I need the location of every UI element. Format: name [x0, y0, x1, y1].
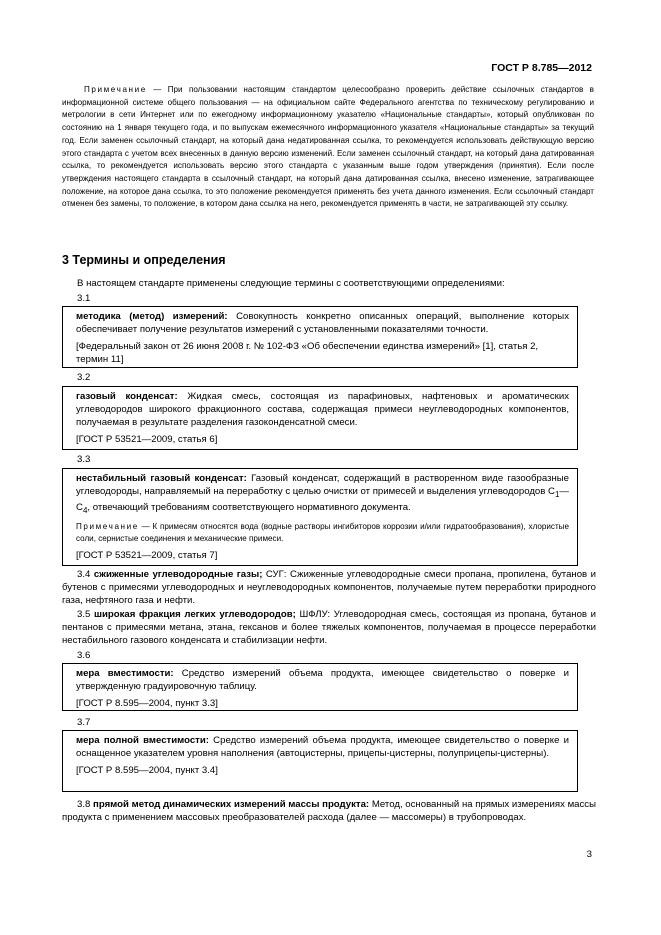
term-definition: мера вместимости: Средство измерений объема продукта, имеющее свидетельство о поверке и утвержденную градуировочную таблицу.: [76, 668, 569, 692]
term-box: [62, 468, 578, 566]
term-definition: газовый конденсат: Жидкая смесь, состоящая из парафиновых, нафтеновых и ароматических углеводородов широкого фракционного состава, содержащая примеси неуглеводородных компонентов, получаемая в результате разделения газоконденсатной смеси.: [76, 391, 569, 428]
term-paragraph: 3.4 сжиженные углеводородные газы; СУГ: Сжиженные углеводородные смеси пропана, пропилена, бутанов и бутенов с примесями углеводородных и неуглеводородных компонентов, получаемые путем переработки природного газа, нефтяного газа и нефти.: [62, 569, 596, 606]
document-header: ГОСТ Р 8.785—2012: [491, 62, 592, 74]
note-text: — При пользовании настоящим стандартом целесообразно проверить действие ссылочных стандартов в информационной системе общего пользования — на официальном сайте Федерального агентства по техническому регулированию и метрологии в сети Интернет или по ежегодному информационному указателю «Национальные стандарты», который опубликован по состоянию на 1 января текущего года, и по выпускам ежемесячного информационного указателя «Национальные стандарты» за текущий год. Если заменен ссылочный стандарт, на который дана недатированная ссылка, то рекомендуется использовать действующую версию этого стандарта с учетом всех внесенных в данную версию изменений. Если заменен ссылочный стандарт, на который дана датированная ссылка, то рекомендуется использовать версию этого стандарта с указанным выше годом утверждения (принятия). Если после утверждения настоящего стандарта в ссылочный стандарт, на который дана датированная ссылка, внесено изменение, затрагивающее положение, на которое дана ссылка, то это положение рекомендуется применять без учета данного изменения. Если ссылочный стандарт отменен без замены, то положение, в котором дана ссылка на него, рекомендуется применять в части, не затрагивающей эту ссылку.: [62, 85, 594, 209]
term-source: [ГОСТ Р 53521—2009, статья 6]: [76, 434, 218, 445]
term-box: [62, 730, 578, 792]
term-paragraph: 3.8 прямой метод динамических измерений массы продукта: Метод, основанный на прямых измерениях массы продукта с применением массовых преобразователей расхода (далее — массомеры) в трубопроводах.: [62, 799, 596, 823]
term-number: 3.1: [77, 293, 91, 304]
reference-note: [62, 84, 594, 211]
term-definition: методика (метод) измерений: Совокупность конкретно описанных операций, выполнение которых обеспечивает получение результатов измерений с установленными показателями точности.: [76, 311, 569, 335]
term-box: [62, 306, 578, 368]
term-name: мера полной вместимости:: [76, 735, 209, 746]
term-source: [ГОСТ Р 53521—2009, статья 7]: [76, 549, 218, 561]
term-number: 3.7: [77, 717, 91, 728]
term-source: [Федеральный закон от 26 июня 2008 г. № 102-ФЗ «Об обеспечении единства измерений» [1], статья 2, термин 11]: [76, 341, 539, 365]
page-number: 3: [586, 849, 592, 860]
term-source: [ГОСТ Р 8.595—2004, пункт 3.3]: [76, 698, 218, 709]
term-name: прямой метод динамических измерений массы продукта:: [93, 799, 370, 810]
term-name: сжиженные углеводородные газы;: [93, 569, 263, 580]
term-number: 3.3: [77, 454, 91, 465]
term-paragraph: 3.5 широкая фракция легких углеводородов; ШФЛУ: Углеводородная смесь, состоящая из пропана, бутанов и пентанов с примесями метана, этана, гексанов и более тяжелых компонентов, получаемая в процессе переработки нестабильного газового конденсата и стабилизации нефти.: [62, 609, 597, 646]
term-name: методика (метод) измерений:: [76, 311, 228, 322]
note-label: Примечание: [84, 85, 147, 94]
term-name: широкая фракция легких углеводородов;: [93, 609, 296, 620]
term-box: [62, 386, 578, 450]
section-title: 3 Термины и определения: [62, 253, 226, 267]
term-source: [ГОСТ Р 8.595—2004, пункт 3.4]: [76, 765, 218, 776]
term-number: 3.6: [77, 650, 91, 661]
term-note: Примечание — К примесям относятся вода (водные растворы ингибиторов коррозии и/или гидратообразования), хлористые соли, сернистые соединения и механические примеси.: [76, 521, 569, 543]
term-definition: нестабильный газовый конденсат: Газовый конденсат, содержащий в растворенном виде газообразные углеводороды, направляемый на переработку с целью очистки от примесей и выделения углеводородов $С_1—С_4$, отвечающий требованиям соответствующего нормативного документа.: [76, 473, 569, 515]
term-number: 3.2: [77, 372, 91, 383]
term-box: [62, 663, 578, 711]
term-name: нестабильный газовый конденсат:: [76, 473, 247, 484]
section-intro: В настоящем стандарте применены следующие термины с соответствующими определениями:: [77, 278, 505, 289]
term-name: мера вместимости:: [76, 668, 174, 679]
term-name: газовый конденсат:: [76, 391, 178, 402]
term-definition: мера полной вместимости: Средство измерений объема продукта, имеющее свидетельство о поверке и оснащенное указателем уровня наполнения (автоцистерны, прицепы-цистерны, полуприцепы-цистерны).: [76, 735, 569, 759]
